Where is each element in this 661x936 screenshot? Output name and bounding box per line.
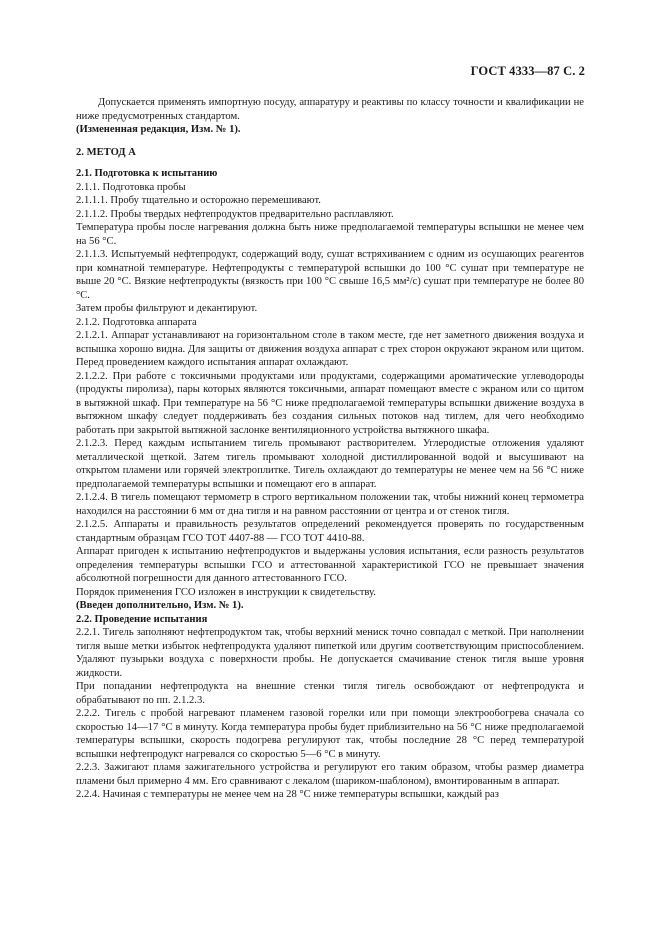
subsection-heading: 2.2. Проведение испытания [76, 613, 208, 625]
paragraph: 2.1.2.1. Аппарат устанавливают на горизонтальном столе в таком месте, где нет заметного движения воздуха и вспышка хорошо видна. Для защиты от движения воздуха аппарат с трех сторон окружают экраном или щитом. Перед проведением каждого испытания аппарат охлаждают. [76, 330, 584, 368]
paragraph: Затем пробы фильтруют и декантируют. [76, 303, 258, 314]
paragraph: Температура пробы после нагревания должна быть ниже предполагаемой температуры вспышки не менее чем на 56 °С. [76, 222, 584, 247]
paragraph: Допускается применять импортную посуду, аппаратуру и реактивы по классу точности и квалификации не ниже предусмотренных стандартом. [76, 97, 584, 122]
paragraph: 2.1.2.4. В тигель помещают термометр в строго вертикальном положении так, чтобы нижний конец термометра находился на расстоянии 6 мм от дна тигля и на равном расстоянии от центра и от стенок тигля. [76, 492, 584, 517]
paragraph: 2.1.2. Подготовка аппарата [76, 316, 197, 328]
paragraph: Порядок применения ГСО изложен в инструкции к свидетельству. [76, 586, 376, 598]
document-body [76, 96, 584, 802]
section-title: 2. МЕТОД А [76, 146, 136, 158]
paragraph: 2.1.1.3. Испытуемый нефтепродукт, содержащий воду, сушат встряхиванием с одним из осушающих реагентов при комнатной температуре. Нефтепродукты с температурой вспышки до 100 °С сушат при температуре не выше 20 °С. Вязкие нефтепродукты (вязкость при 100 °С свыше 16,5 мм²/с) сушат при температуре не более 80 °С. [76, 249, 584, 301]
amendment-note: (Измененная редакция, Изм. № 1). [76, 124, 241, 135]
paragraph: Аппарат пригоден к испытанию нефтепродуктов и выдержаны условия испытания, если разность результатов определения температуры вспышки ГСО и аттестованной характеристикой ГСО не превышает значения абсолютной погрешности для данного аттестованного ГСО. [76, 546, 584, 584]
subsection-heading: 2.1. Подготовка к испытанию [76, 168, 218, 179]
paragraph: 2.2.2. Тигель с пробой нагревают пламенем газовой горелки или при помощи электрообогрева сначала со скоростью 14—17 °С в минуту. Когда температура пробы будет приблизительно на 56 °С ниже предполагаемой температуры вспышки, скорость подогрева регулируют так, чтобы последние 28 °С перед температурой вспышки нефтепродукт нагревался со скоростью 5—6 °С в минуту. [76, 708, 584, 760]
paragraph: 2.2.1. Тигель заполняют нефтепродуктом так, чтобы верхний мениск точно совпадал с меткой. При наполнении тигля выше метки избыток нефтепродукта удаляют пипеткой или другим соответствующим приспособлением. Удаляют пузырьки воздуха с поверхности пробы. Не допускается смачивание стенок тигля выше уровня жидкости. [76, 627, 584, 679]
amendment-note: (Введен дополнительно, Изм. № 1). [76, 600, 244, 611]
paragraph: 2.1.2.5. Аппараты и правильность результатов определений рекомендуется проверять по государственным стандартным образцам ГСО ТОТ 4407-88 — ГСО ТОТ 4410-88. [76, 519, 584, 544]
paragraph: 2.2.4. Начиная с температуры не менее чем на 28 °С ниже температуры вспышки, каждый раз [76, 789, 499, 800]
paragraph: 2.1.2.3. Перед каждым испытанием тигель промывают растворителем. Углеродистые отложения удаляют металлической щеткой. Затем тигель промывают холодной дистиллированной водой и высушивают на открытом пламени или горячей электроплитке. Тигель охлаждают до температуры не менее чем на 56 °С ниже предполагаемой температуры вспышки и помещают его в аппарат. [76, 438, 584, 490]
paragraph: 2.1.1.1. Пробу тщательно и осторожно перемешивают. [76, 195, 321, 206]
paragraph: 2.1.1. Подготовка пробы [76, 181, 186, 193]
paragraph: 2.1.2.2. При работе с токсичными продуктами или продуктами, содержащими ароматические углеводороды (продукты пиролиза), пары которых являются токсичными, аппарат помещают вместе с экраном или со щитом в вытяжной шкаф. При температуре на 56 °С ниже предполагаемой температуры вспышки движение воздуха в вытяжном шкафу следует поддерживать без создания сильных потоков над тиглем, для чего необходимо работать при закрытой вытяжной заслонке вентиляционного устройства вытяжного шкафа. [76, 370, 584, 436]
paragraph: 2.1.1.2. Пробы твердых нефтепродуктов предварительно расплавляют. [76, 208, 394, 220]
paragraph: При попадании нефтепродукта на внешние стенки тигля тигель освобождают от нефтепродукта и обрабатывают по пп. 2.1.2.3. [76, 681, 584, 706]
paragraph: 2.2.3. Зажигают пламя зажигательного устройства и регулируют его таким образом, чтобы размер диаметра пламени был примерно 4 мм. Его сравнивают с лекалом (шариком-шаблоном), вмонтированным в аппарат. [76, 762, 584, 787]
page-header: ГОСТ 4333—87 С. 2 [470, 64, 585, 78]
